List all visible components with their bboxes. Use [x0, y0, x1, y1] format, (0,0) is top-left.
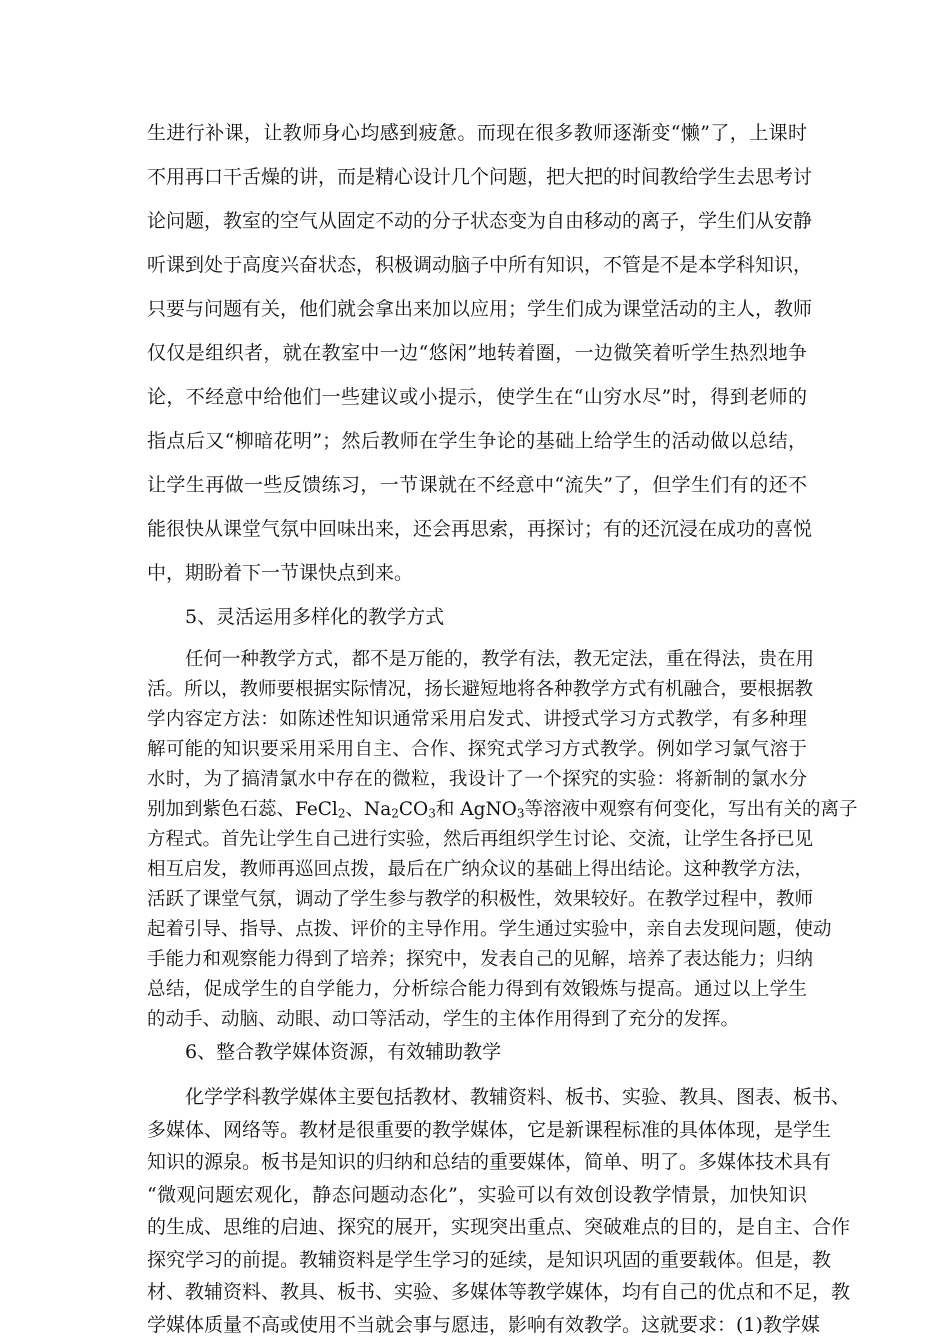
- paragraph-line: 任何一种教学方式，都不是万能的，教学有法，教无定法，重在得法，贵在用: [185, 649, 815, 670]
- paragraph-line: 论问题，教室的空气从固定不动的分子状态变为自由移动的离子，学生们从安静: [147, 210, 813, 232]
- paragraph-line: 只要与问题有关，他们就会拿出来加以应用；学生们成为课堂活动的主人，教师: [147, 298, 813, 320]
- subscript: 3: [428, 806, 436, 821]
- formula-text: 别加到紫色石蕊、FeCl: [147, 799, 338, 820]
- paragraph-line: 仅仅是组织者，就在教室中一边“悠闲”地转着圈，一边微笑着听学生热烈地争: [147, 342, 807, 364]
- formula-text: CO: [398, 799, 429, 820]
- section-heading: 5、灵活运用多样化的教学方式: [185, 606, 445, 628]
- formula-text: 和 AgNO: [435, 799, 517, 820]
- subscript: 2: [391, 806, 399, 821]
- paragraph-line: 多媒体、网络等。教材是很重要的教学媒体，它是新课程标准的具体体现，是学生: [147, 1118, 832, 1141]
- paragraph-line: 材、教辅资料、教具、板书、实验、多媒体等教学媒体，均有自己的优点和不足，教: [147, 1281, 851, 1303]
- paragraph-line-formula: [147, 795, 858, 821]
- paragraph-line: 不用再口干舌燥的讲，而是精心设计几个问题，把大把的时间教给学生去思考讨: [147, 166, 813, 188]
- paragraph-line: 中，期盼着下一节课快点到来。: [147, 562, 414, 584]
- paragraph-line: 解可能的知识要采用采用自主、合作、探究式学习方式教学。例如学习氯气溶于: [147, 739, 807, 760]
- paragraph-line: “微观问题宏观化，静态问题动态化”，实验可以有效创设教学情景，加快知识: [147, 1183, 807, 1206]
- paragraph-line: 起着引导、指导、点拨、评价的主导作用。学生通过实验中，亲自去发现问题，使动: [147, 919, 832, 940]
- paragraph-line: 方程式。首先让学生自己进行实验，然后再组织学生讨论、交流，让学生各抒已见: [147, 829, 814, 850]
- section-heading: 6、整合教学媒体资源，有效辅助教学: [185, 1041, 502, 1063]
- paragraph-line: 论，不经意中给他们一些建议或小提示，使学生在“山穷水尽”时，得到老师的: [147, 386, 807, 408]
- paragraph-line: 探究学习的前提。教辅资料是学生学习的延续，是知识巩固的重要载体。但是，教: [147, 1248, 832, 1271]
- paragraph-line: 的动手、动脑、动眼、动口等活动，学生的主体作用得到了充分的发挥。: [147, 1009, 740, 1030]
- paragraph-line: 活跃了课堂气氛，调动了学生参与教学的积极性，效果较好。在教学过程中，教师: [147, 889, 814, 910]
- paragraph-line: 水时，为了搞清氯水中存在的微粒，我设计了一个探究的实验：将新制的氯水分: [147, 769, 807, 790]
- paragraph-line: 能很快从课堂气氛中回味出来，还会再思索，再探讨；有的还沉浸在成功的喜悦: [147, 518, 813, 540]
- paragraph-line: 活。所以，教师要根据实际情况，扬长避短地将各种教学方式有机融合，要根据教: [147, 679, 814, 700]
- subscript: 2: [337, 806, 346, 821]
- paragraph-line: 总结，促成学生的自学能力，分析综合能力得到有效锻炼与提高。通过以上学生: [147, 979, 807, 1000]
- paragraph-line: 指点后又“柳暗花明”；然后教师在学生争论的基础上给学生的活动做以总结，: [147, 430, 807, 452]
- formula-text: 、Na: [345, 799, 392, 820]
- paragraph-line: 手能力和观察能力得到了培养；探究中，发表自己的见解，培养了表达能力；归纳: [147, 949, 814, 970]
- paragraph-line: 生进行补课，让教师身心均感到疲惫。而现在很多教师逐渐变“懒”了，上课时: [147, 122, 807, 144]
- subscript: 3: [516, 806, 525, 821]
- paragraph-line: 学内容定方法：如陈述性知识通常采用启发式、讲授式学习方式教学，有多种理: [147, 709, 807, 730]
- paragraph-line: 化学学科教学媒体主要包括教材、教辅资料、板书、实验、教具、图表、板书、: [185, 1086, 851, 1108]
- paragraph-line: 让学生再做一些反馈练习，一节课就在不经意中“流失”了，但学生们有的还不: [147, 474, 807, 496]
- paragraph-line: 学媒体质量不高或使用不当就会事与愿违，影响有效教学。这就要求：(1)教学媒: [147, 1313, 820, 1336]
- paragraph-line: 听课到处于高度兴奋状态，积极调动脑子中所有知识，不管是不是本学科知识，: [147, 254, 813, 276]
- formula-text: 等溶液中观察有何变化，写出有关的离子: [524, 799, 858, 820]
- paragraph-line: 知识的源泉。板书是知识的归纳和总结的重要媒体，简单、明了。多媒体技术具有: [147, 1151, 832, 1173]
- paragraph-line: 相互启发，教师再巡回点拨，最后在广纳众议的基础上得出结论。这种教学方法，: [147, 859, 814, 880]
- paragraph-line: 的生成、思维的启迪、探究的展开，实现突出重点、突破难点的目的，是自主、合作: [147, 1216, 851, 1238]
